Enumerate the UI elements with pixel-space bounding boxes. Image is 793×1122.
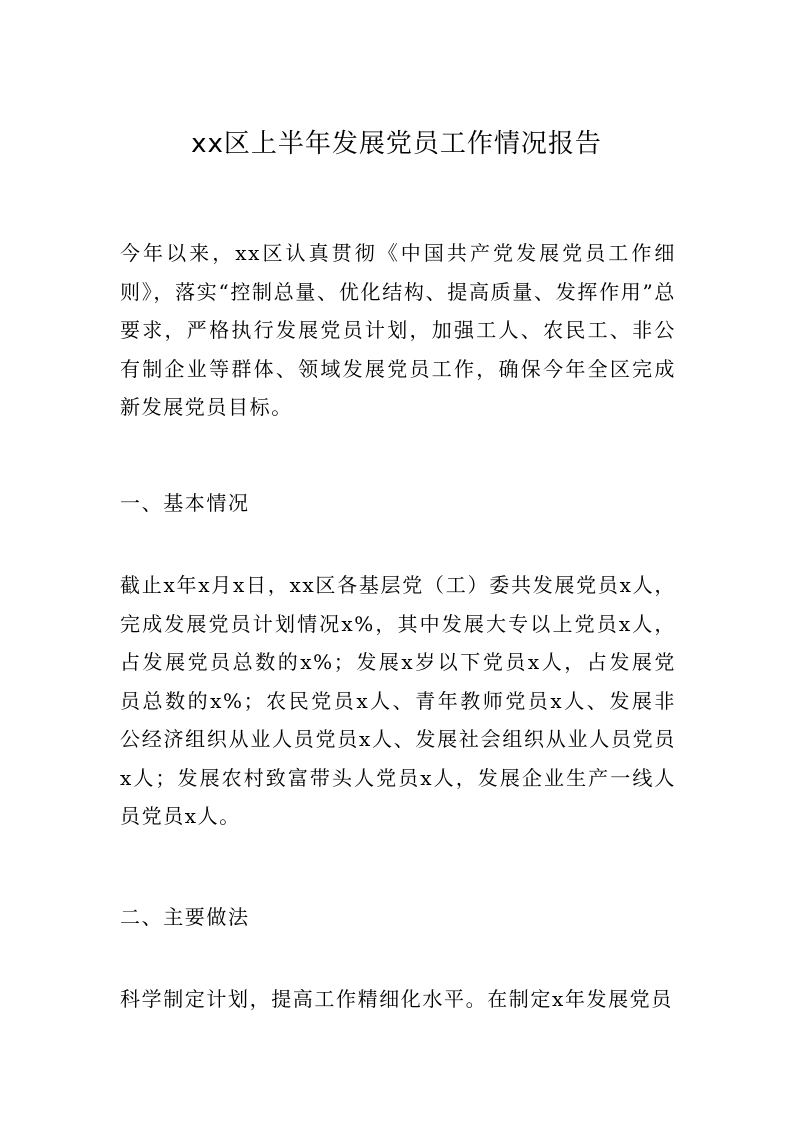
section-heading-main-practices: 二、主要做法 bbox=[120, 905, 250, 929]
document-title: xx区上半年发展党员工作情况报告 bbox=[191, 129, 602, 159]
intro-paragraph: 今年以来，xx区认真贯彻《中国共产党发展党员工作细则》，落实“控制总量、优化结构、提高质量、发挥作用”总要求，严格执行发展党员计划，加强工人、农民工、非公有制企业等群体、领域发展党员工作，确保今年全区完成新发展党员目标。 bbox=[120, 241, 676, 419]
main-practices-paragraph: 科学制定计划，提高工作精细化水平。在制定x年发展党员 bbox=[120, 987, 673, 1011]
section-heading-basic-situation: 一、基本情况 bbox=[120, 491, 250, 515]
basic-situation-paragraph: 截止x年x月x日，xx区各基层党（工）委共发展党员x人，完成发展党员计划情况x%，其中发展大专以上党员x人，占发展党员总数的x%；发展x岁以下党员x人，占发展党员总数的x%；农民党员x人、青年教师党员x人、发展非公经济组织从业人员党员x人、发展社会组织从业人员党员x人；发展农村致富带头人党员x人，发展企业生产一线人员党员x人。 bbox=[120, 573, 676, 828]
